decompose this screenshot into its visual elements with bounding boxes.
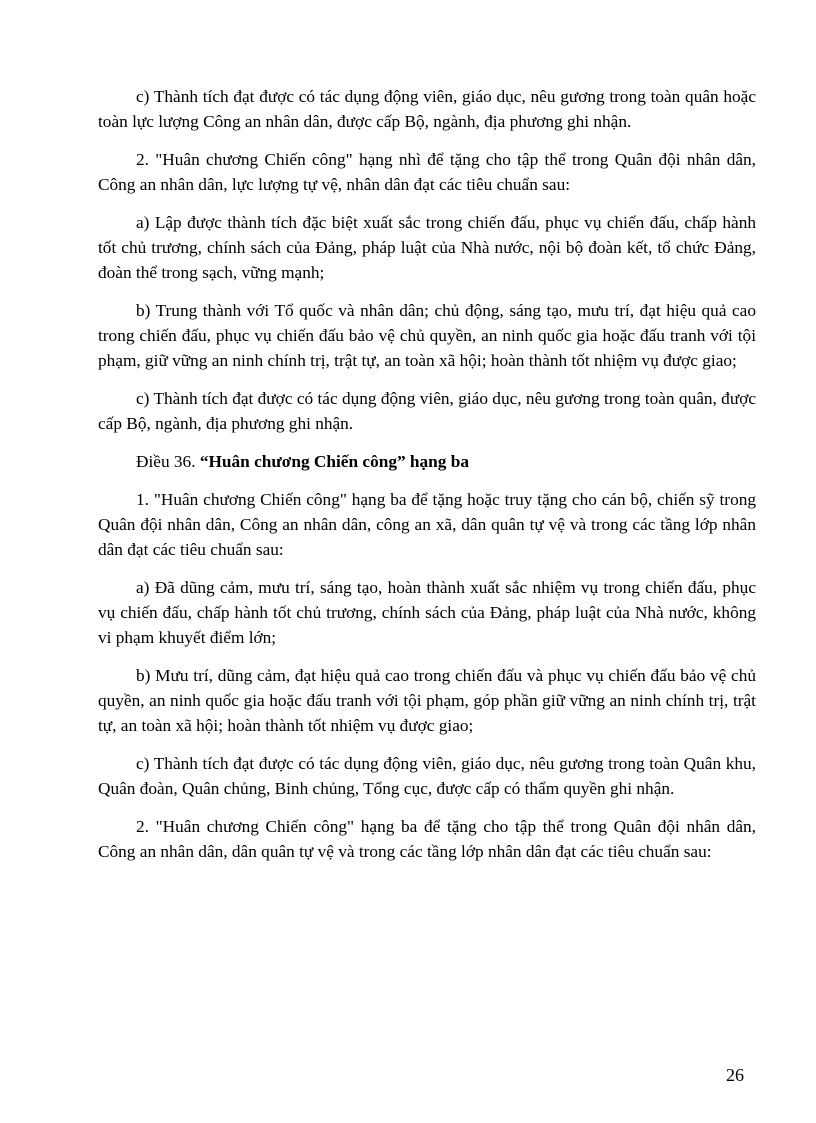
paragraph-2c-criteria: c) Thành tích đạt được có tác dụng động viên, giáo dục, nêu gương trong toàn quân hoặc toàn lực lượng Công an nhân dân, được cấp Bộ, ngành, địa phương ghi nhận. <box>98 87 756 131</box>
paragraph-2a-criteria: a) Lập được thành tích đặc biệt xuất sắc trong chiến đấu, phục vụ chiến đấu, chấp hành tốt chủ trương, chính sách của Đảng, pháp luật của Nhà nước, nội bộ đoàn kết, tổ chức Đảng, đoàn thể trong sạch, vững mạnh; <box>98 213 756 282</box>
paragraph-third-class-individual: 1. "Huân chương Chiến công" hạng ba để tặng hoặc truy tặng cho cán bộ, chiến sỹ trong Quân đội nhân dân, Công an nhân dân, công an xã, dân quân tự vệ và trong các tầng lớp nhân dân đạt các tiêu chuẩn sau: <box>98 490 756 559</box>
paragraph-3a-criteria: a) Đã dũng cảm, mưu trí, sáng tạo, hoàn thành xuất sắc nhiệm vụ trong chiến đấu, phục vụ chiến đấu, chấp hành tốt chủ trương, chính sách của Đảng, pháp luật của Nhà nước, không vi phạm khuyết điểm lớn; <box>98 578 756 647</box>
article-number: Điều 36. <box>136 452 200 471</box>
paragraph-third-class-collective: 2. "Huân chương Chiến công" hạng ba để tặng cho tập thể trong Quân đội nhân dân, Công an nhân dân, dân quân tự vệ và trong các tầng lớp nhân dân đạt các tiêu chuẩn sau: <box>98 817 756 861</box>
article-heading <box>98 449 756 474</box>
page-number: 26 <box>726 1065 744 1085</box>
paragraph-2b-criteria: b) Trung thành với Tổ quốc và nhân dân; chủ động, sáng tạo, mưu trí, đạt hiệu quả cao trong chiến đấu, phục vụ chiến đấu bảo vệ chủ quyền, an ninh quốc gia hoặc đấu tranh với tội phạm, giữ vững an ninh chính trị, trật tự, an toàn xã hội; hoàn thành tốt nhiệm vụ được giao; <box>98 301 756 370</box>
paragraph-2c-criteria-collective: c) Thành tích đạt được có tác dụng động viên, giáo dục, nêu gương trong toàn quân, được cấp Bộ, ngành, địa phương ghi nhận. <box>98 389 756 433</box>
paragraph-3c-criteria: c) Thành tích đạt được có tác dụng động viên, giáo dục, nêu gương trong toàn Quân khu, Quân đoàn, Quân chủng, Binh chủng, Tổng cục, được cấp có thẩm quyền ghi nhận. <box>98 754 756 798</box>
paragraph-second-class-collective: 2. "Huân chương Chiến công" hạng nhì để tặng cho tập thể trong Quân đội nhân dân, Công an nhân dân, lực lượng tự vệ, nhân dân đạt các tiêu chuẩn sau: <box>98 150 756 194</box>
document-body <box>98 84 756 877</box>
paragraph-3b-criteria: b) Mưu trí, dũng cảm, đạt hiệu quả cao trong chiến đấu và phục vụ chiến đấu bảo vệ chủ quyền, an ninh quốc gia hoặc đấu tranh với tội phạm, góp phần giữ vững an ninh chính trị, trật tự, an toàn xã hội; hoàn thành tốt nhiệm vụ được giao; <box>98 666 756 735</box>
article-title: “Huân chương Chiến công” hạng ba <box>199 452 469 471</box>
